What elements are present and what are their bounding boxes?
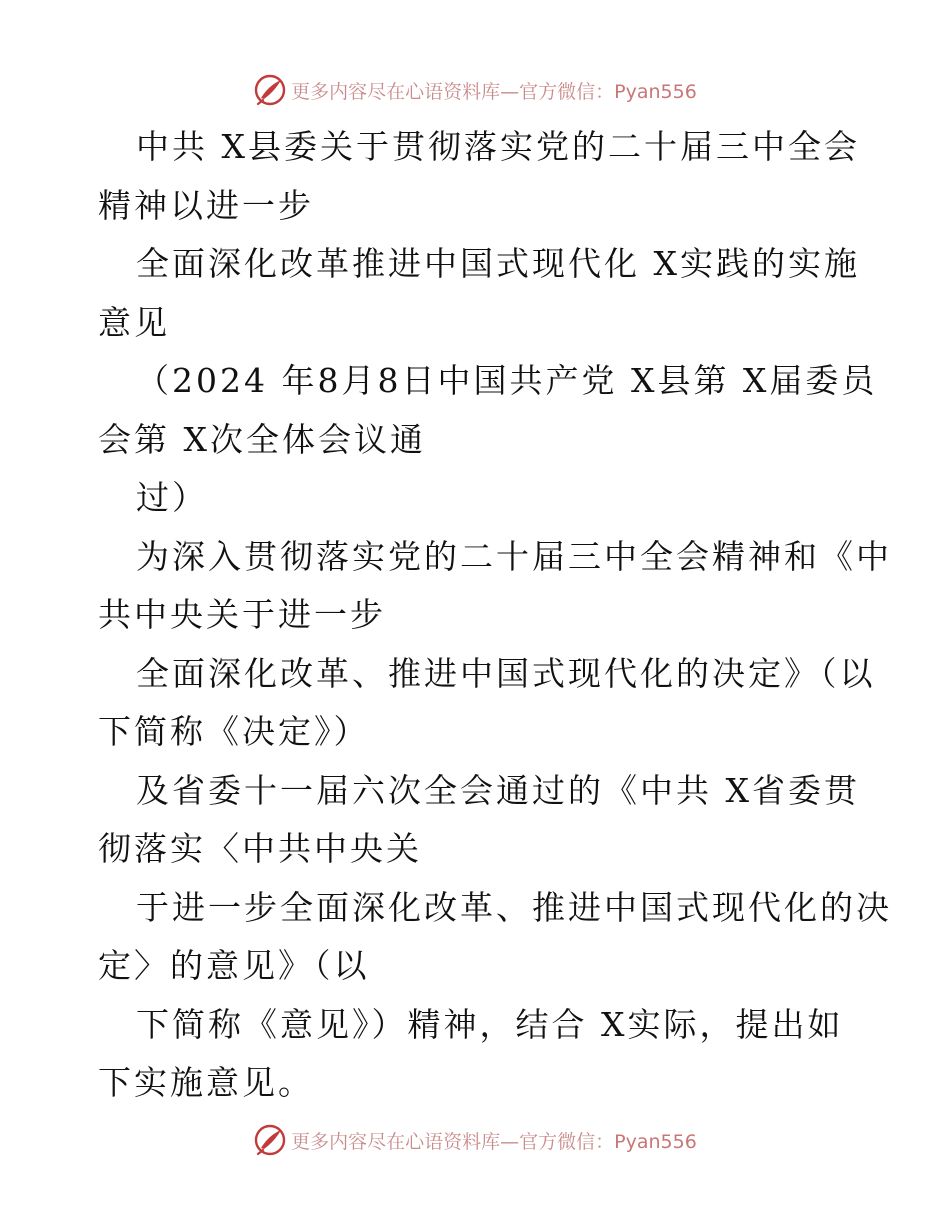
text-line: 会第 X次全体会议通 [98, 419, 426, 459]
title-line-2 [98, 235, 858, 352]
text-line: 全面深化改革、推进中国式现代化的决定》（以 [136, 653, 876, 693]
body-paragraph [98, 528, 892, 645]
text-line: 过） [136, 478, 208, 517]
body-paragraph [98, 762, 858, 879]
quill-logo-icon [253, 73, 287, 107]
body-paragraph [98, 996, 858, 1113]
text-line: 全面深化改革推进中国式现代化 X实践的实施 [136, 244, 860, 283]
watermark-text [291, 1127, 697, 1154]
text-line: 意见 [98, 302, 170, 342]
text-line: 彻落实〈中共中央关 [98, 829, 422, 868]
text-line: 定〉的意见》（以 [98, 946, 370, 985]
watermark-text [291, 77, 697, 104]
text-line: 下实施意见。 [98, 1063, 314, 1102]
header-watermark [0, 70, 950, 110]
text-line: 下简称《意见》）精神，结合 X实际，提出如 [136, 1004, 844, 1044]
text-line: 下简称《决定》） [98, 712, 370, 751]
watermark-label: 更多内容尽在心语资料库—官方微信： [291, 80, 615, 103]
watermark-label: 更多内容尽在心语资料库—官方微信： [291, 1130, 615, 1153]
text-line: 及省委十一届六次全会通过的《中共 X省委贯 [136, 770, 860, 810]
text-line: 为深入贯彻落实党的二十届三中全会精神和《中 [136, 536, 892, 576]
text-line: 中共 X县委关于贯彻落实党的二十届三中全会 [136, 127, 860, 166]
footer-watermark [0, 1120, 950, 1160]
title-line-1 [98, 118, 858, 235]
watermark-wechat-id: Pyan556 [614, 1130, 697, 1153]
body-paragraph [98, 645, 876, 762]
text-line: （2024 年8月8日中国共产党 X县第 X届委员 [136, 361, 878, 400]
quill-logo-icon [253, 1123, 287, 1157]
adoption-note [98, 352, 878, 469]
document-body [98, 118, 892, 1113]
body-paragraph [98, 879, 892, 996]
adoption-note-end [98, 469, 858, 528]
text-line: 共中央关于进一步 [98, 595, 386, 634]
text-line: 精神以进一步 [98, 185, 314, 225]
watermark-wechat-id: Pyan556 [614, 80, 697, 103]
text-line: 于进一步全面深化改革、推进中国式现代化的决 [136, 887, 892, 927]
